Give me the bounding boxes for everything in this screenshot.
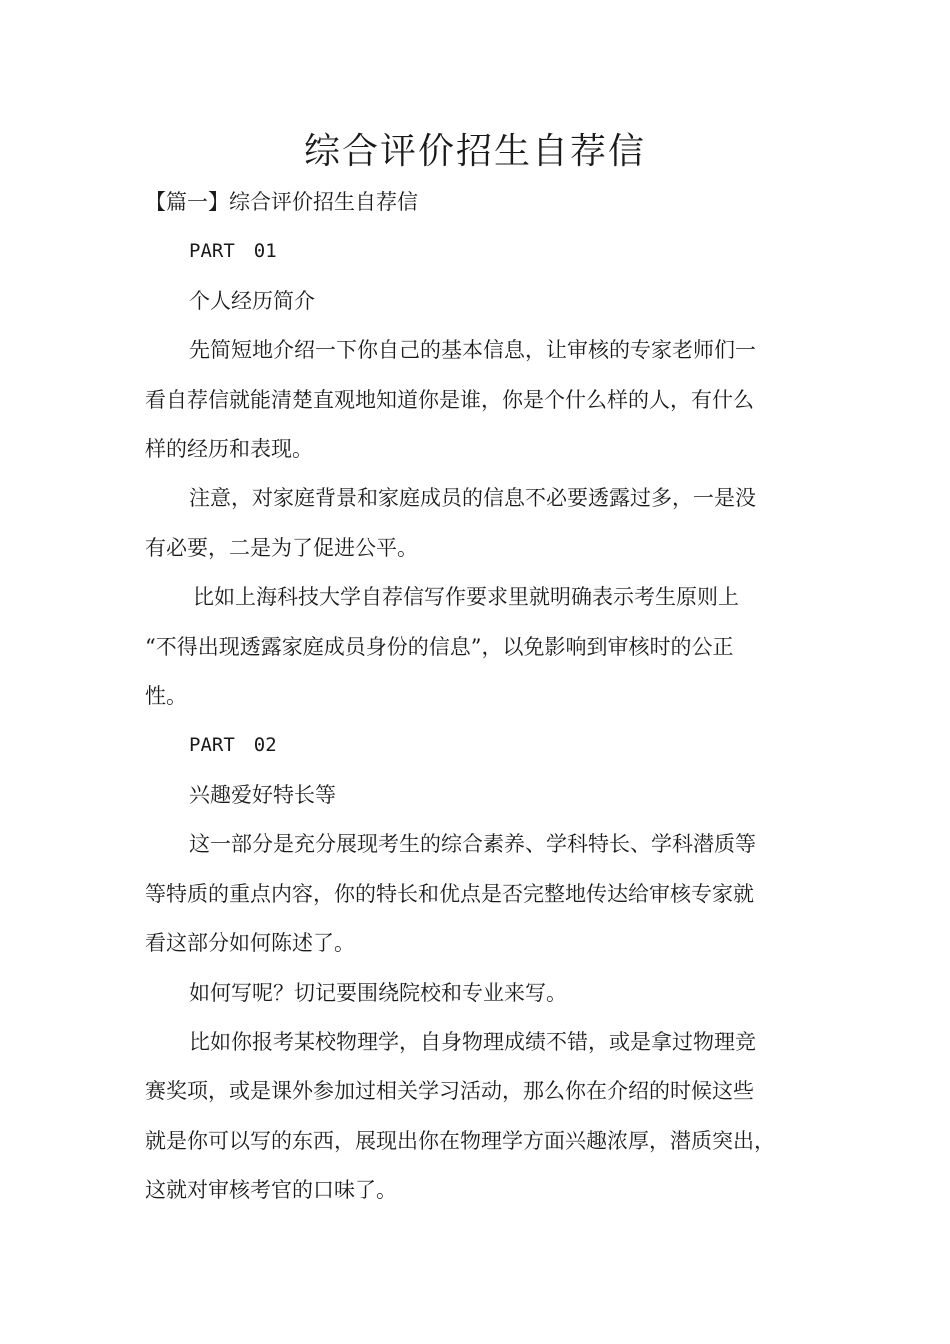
paragraph-line: 看这部分如何陈述了。 [145, 931, 355, 956]
part-subtitle: 兴趣爱好特长等 [189, 782, 336, 807]
paragraph-line: 注意，对家庭背景和家庭成员的信息不必要透露过多，一是没 [189, 486, 756, 511]
paragraph-line: 这就对审核考官的口味了。 [145, 1178, 397, 1203]
part-subtitle: 个人经历简介 [189, 288, 315, 313]
paragraph-line: 这一部分是充分展现考生的综合素养、学科特长、学科潜质等 [189, 832, 756, 857]
paragraph-line: 看自荐信就能清楚直观地知道你是谁，你是个什么样的人，有什么 [145, 387, 754, 412]
paragraph-line: 赛奖项，或是课外参加过相关学习活动，那么你在介绍的时候这些 [145, 1079, 754, 1104]
document-title: 综合评价招生自荐信 [303, 131, 646, 172]
paragraph-line: 比如上海科技大学自荐信写作要求里就明确表示考生原则上 [193, 585, 739, 610]
section-heading: 【篇一】综合评价招生自荐信 [145, 190, 418, 214]
paragraph-line: 样的经历和表现。 [145, 437, 313, 462]
paragraph-line: 性。 [145, 684, 187, 709]
paragraph-line: 等特质的重点内容，你的特长和优点是否完整地传达给审核专家就 [145, 881, 754, 906]
paragraph-line: 有必要，二是为了促进公平。 [145, 535, 418, 560]
paragraph-line: 先简短地介绍一下你自己的基本信息，让审核的专家老师们一 [189, 338, 756, 363]
document-body [145, 178, 817, 1216]
paragraph-line: 比如你报考某校物理学，自身物理成绩不错，或是拿过物理竞 [189, 1029, 756, 1054]
part-label: PART 02 [189, 734, 277, 757]
paragraph-line: “不得出现透露家庭成员身份的信息”，以免影响到审核时的公正 [145, 634, 734, 659]
paragraph-line: 如何写呢？切记要围绕院校和专业来写。 [189, 980, 567, 1005]
paragraph-line: 就是你可以写的东西，展现出你在物理学方面兴趣浓厚，潜质突出， [145, 1128, 775, 1153]
part-label: PART 01 [189, 240, 277, 263]
